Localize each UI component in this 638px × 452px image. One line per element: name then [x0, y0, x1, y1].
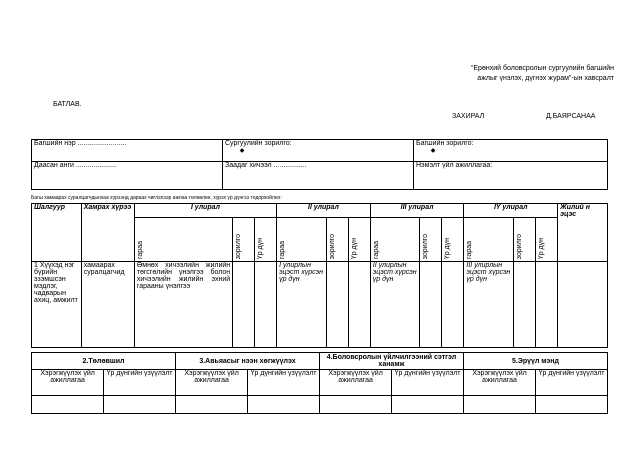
- row-q3-goal: [420, 262, 442, 348]
- section-satisfaction: 4.Боловсролын үйлчилгээний сэтгэл ханамж: [319, 353, 463, 370]
- activity-cell: Хэрэгжүүлэх үйл ажиллагаа: [319, 370, 391, 396]
- col-q1: I улирал: [134, 204, 276, 218]
- teacher-name-cell: [32, 140, 223, 162]
- teacher-goal-cell: [414, 140, 608, 162]
- col-q2: II улирал: [277, 204, 371, 218]
- homeroom-label: Даасан анги .....................: [34, 162, 117, 169]
- info-table: [31, 139, 608, 190]
- bottom-table: [31, 352, 608, 414]
- row-q1-start: Өмнөх хичээлийн жилийн төгсгөлийн үнэлгээ болон хичээлийн жилийн эхний гарааны үнэлгээ: [134, 262, 232, 348]
- expected-cell: Үр дүнгийн үзүүлэлт: [536, 370, 608, 396]
- annex-title-line1: “Ерөнхий боловсролын сургуулийн багшийн: [471, 65, 614, 72]
- annex-title-line2: ажлыг үнэлэх, дүгнэх журам”-ын хавсралт: [477, 75, 614, 82]
- expected-cell: Үр дүнгийн үзүүлэлт: [104, 370, 176, 396]
- extra-work-label: Нэмэлт үйл ажиллагаа:: [416, 162, 493, 169]
- col-q3: III улирал: [370, 204, 464, 218]
- approve-label: БАТЛАВ.: [53, 101, 82, 108]
- q3-start: гараа: [370, 218, 420, 262]
- row-scope: хамаарах суралцагчид: [81, 262, 134, 348]
- q2-goal: зорилго: [326, 218, 348, 262]
- row-criteria: 1 Хүүхэд нэг бүрийн эзэмшсэн мэдлэг, чадварын ахиц, амжилт: [32, 262, 82, 348]
- expected-cell: Үр дүнгийн үзүүлэлт: [392, 370, 464, 396]
- teacher-goal-label: Багшийн зорилго:: [416, 140, 474, 147]
- section-upbringing: 2.Төлөвшил: [32, 353, 176, 370]
- row-q3-start: II улирлын эцэст хүрсэн үр дүн: [370, 262, 420, 348]
- activity-cell: Хэрэгжүүлэх үйл ажиллагаа: [175, 370, 247, 396]
- row-q2-result: [348, 262, 370, 348]
- q1-goal: зорилго: [233, 218, 255, 262]
- q4-start: гараа: [464, 218, 514, 262]
- activity-cell: Хэрэгжүүлэх үйл ажиллагаа: [463, 370, 535, 396]
- teacher-name: Багшийн нэр .........................: [34, 140, 127, 147]
- planning-note: Багш хамаарах суралцагчдынхаа хүрээнд дараах чиглэлээр ажлаа төлөвлөн, хүрэх үр дүнгээ тодорхойлно:: [31, 195, 282, 201]
- table-row: [32, 396, 608, 414]
- q2-result: Үр дүн: [348, 218, 370, 262]
- lesson-hours-cell: [223, 162, 414, 190]
- row-q3-result: [442, 262, 464, 348]
- bullet-diamond-icon: ◆: [239, 148, 245, 154]
- q1-result: Үр дүн: [255, 218, 277, 262]
- director-name: Д.БАЯРСАНАА: [546, 113, 596, 120]
- col-scope: Хамрах хүрээ: [81, 204, 134, 262]
- q2-start: гараа: [277, 218, 327, 262]
- q1-start: гараа: [134, 218, 232, 262]
- q4-goal: зорилго: [514, 218, 536, 262]
- main-table: [31, 203, 608, 348]
- activity-cell: Хэрэгжүүлэх үйл ажиллагаа: [32, 370, 104, 396]
- row-q2-start: I улирлын эцэст хүрсэн үр дүн: [277, 262, 327, 348]
- q4-result: Үр дүн: [536, 218, 558, 262]
- col-q4: IY улирал: [464, 204, 558, 218]
- lesson-hours-label: Заадаг хичээл .................: [225, 162, 307, 169]
- director-label: ЗАХИРАЛ: [452, 113, 485, 120]
- school-goal-label: Сургуулийн зорилго:: [225, 140, 292, 147]
- annex-title: [471, 64, 614, 84]
- row-q4-start: III улирлын эцэст хүрсэн үр дүн: [464, 262, 514, 348]
- q3-result: Үр дүн: [442, 218, 464, 262]
- row-q2-goal: [326, 262, 348, 348]
- table-row: [32, 262, 608, 348]
- col-year-end: Жилий н эцэс: [558, 204, 608, 262]
- row-q1-goal: [233, 262, 255, 348]
- q3-goal: зорилго: [420, 218, 442, 262]
- expected-cell: Үр дүнгийн үзүүлэлт: [248, 370, 320, 396]
- row-year-end: [558, 262, 608, 348]
- extra-work-cell: [414, 162, 608, 190]
- bullet-diamond-icon: ◆: [430, 148, 436, 154]
- homeroom-cell: [32, 162, 223, 190]
- row-q1-result: [255, 262, 277, 348]
- section-talent: 3.Авьяасыг нээн хөгжүүлэх: [175, 353, 319, 370]
- school-goal-cell: [223, 140, 414, 162]
- section-health: 5.Эрүүл мэнд: [463, 353, 607, 370]
- col-criteria: Шалгуур: [32, 204, 82, 262]
- row-q4-goal: [514, 262, 536, 348]
- row-q4-result: [536, 262, 558, 348]
